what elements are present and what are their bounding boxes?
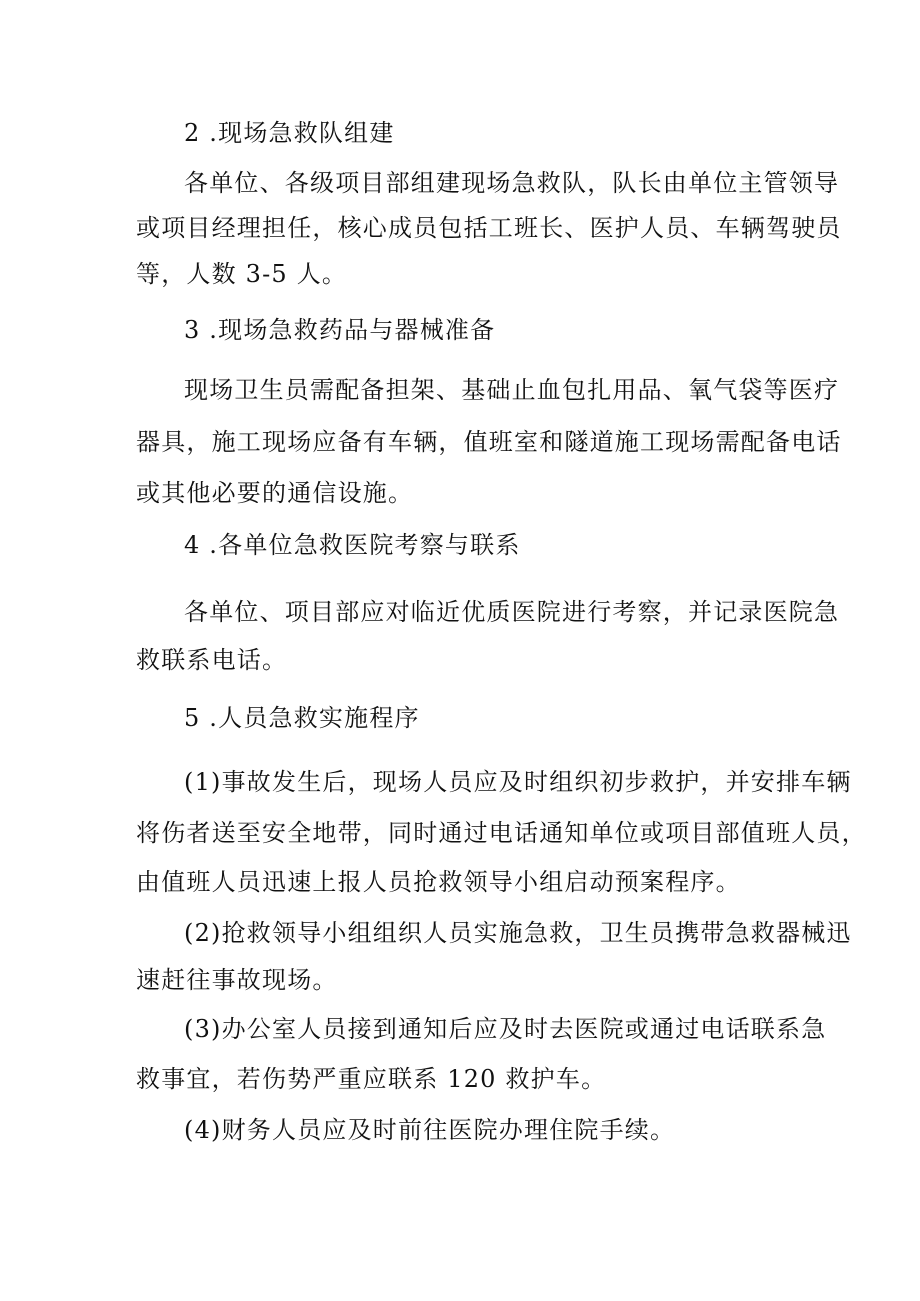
section-2-paragraph-line-1: 各单位、各级项目部组建现场急救队，队长由单位主管领导	[184, 169, 840, 197]
section-4-paragraph-line-1: 各单位、项目部应对临近优质医院进行考察，并记录医院急	[184, 598, 840, 626]
step-1-line-2: 将伤者送至安全地带，同时通过电话通知单位或项目部值班人员，	[136, 819, 867, 847]
step-1-line-1: (1)事故发生后，现场人员应及时组织初步救护，并安排车辆	[184, 768, 852, 796]
section-4-heading: 4 .各单位急救医院考察与联系	[184, 531, 521, 559]
section-2-heading: 2 .现场急救队组建	[184, 119, 395, 147]
section-2-paragraph-line-2: 或项目经理担任，核心成员包括工班长、医护人员、车辆驾驶员	[136, 214, 842, 242]
step-1-line-3: 由值班人员迅速上报人员抢救领导小组启动预案程序。	[136, 868, 741, 896]
step-2-line-2: 速赶往事故现场。	[136, 966, 338, 994]
section-3-paragraph-line-3: 或其他必要的通信设施。	[136, 479, 414, 507]
section-3-paragraph-line-1: 现场卫生员需配备担架、基础止血包扎用品、氧气袋等医疗	[184, 376, 840, 404]
step-3-line-2: 救事宜，若伤势严重应联系 120 救护车。	[136, 1065, 607, 1093]
step-4-line-1: (4)财务人员应及时前往医院办理住院手续。	[184, 1116, 676, 1144]
section-3-heading: 3 .现场急救药品与器械准备	[184, 316, 496, 344]
section-4-paragraph-line-2: 救联系电话。	[136, 646, 288, 674]
section-2-paragraph-line-3: 等，人数 3-5 人。	[136, 260, 348, 288]
section-3-paragraph-line-2: 器具，施工现场应备有车辆，值班室和隧道施工现场需配备电话	[136, 428, 842, 456]
step-3-line-1: (3)办公室人员接到通知后应及时去医院或通过电话联系急	[184, 1015, 827, 1043]
step-2-line-1: (2)抢救领导小组组织人员实施急救，卫生员携带急救器械迅	[184, 919, 852, 947]
section-5-heading: 5 .人员急救实施程序	[184, 704, 420, 732]
